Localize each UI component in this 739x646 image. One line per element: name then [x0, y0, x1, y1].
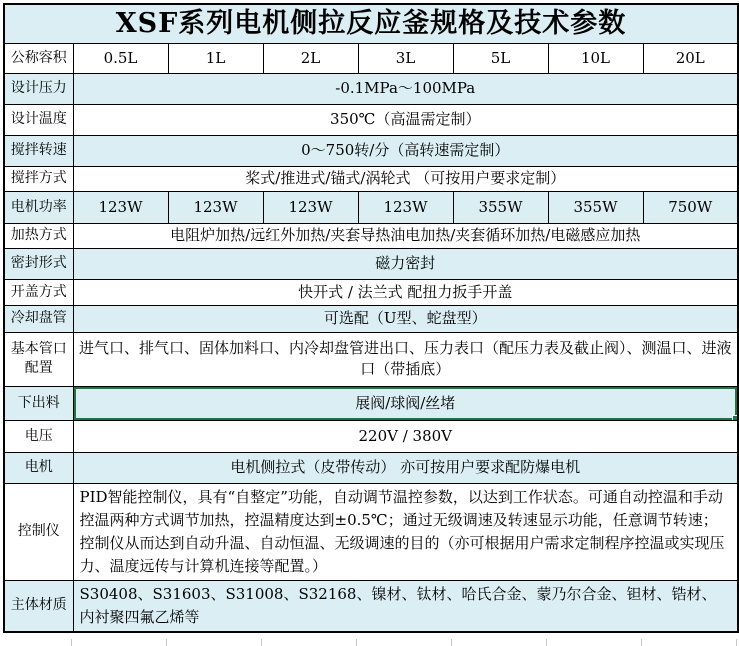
power-cell[interactable]: 750W: [643, 191, 738, 223]
table-row-heating-method: [4, 223, 738, 248]
table-row-motor: [4, 452, 738, 483]
power-cell[interactable]: 123W: [73, 191, 168, 223]
capacity-cell[interactable]: 2L: [263, 43, 358, 73]
row-label-cell[interactable]: 公称容积: [4, 43, 73, 73]
value-cell[interactable]: S30408、S31603、S31008、S32168、镍材、钛材、哈氏合金、蒙乃尔合金、钽材、锆材、内衬聚四氟乙烯等: [73, 580, 738, 632]
sheet-gridlines: [3, 639, 737, 646]
power-cell[interactable]: 123W: [263, 191, 358, 223]
table-row-body-material: [4, 580, 738, 632]
value-cell[interactable]: -0.1MPa～100MPa: [73, 73, 738, 104]
sheet-gridline: [167, 639, 262, 646]
value-cell[interactable]: 磁力密封: [73, 248, 738, 279]
table-row-ports-config: [4, 332, 738, 386]
row-label-cell[interactable]: 电机: [4, 452, 73, 483]
row-label-cell[interactable]: 搅拌转速: [4, 135, 73, 166]
capacity-cell[interactable]: 5L: [453, 43, 548, 73]
power-cell[interactable]: 123W: [168, 191, 263, 223]
sheet-gridline: [262, 639, 357, 646]
sheet-gridline: [3, 639, 72, 646]
sheet-gridline: [72, 639, 167, 646]
value-cell[interactable]: 350℃（高温需定制）: [73, 104, 738, 135]
row-label-cell[interactable]: 设计温度: [4, 104, 73, 135]
selection-fill-handle[interactable]: [732, 415, 738, 421]
sheet-gridline: [547, 639, 642, 646]
power-cell[interactable]: 355W: [548, 191, 643, 223]
sheet-gridline: [357, 639, 452, 646]
value-cell[interactable]: 进气口、排气口、固体加料口、内冷却盘管进出口、压力表口（配压力表及截止阀）、测温口、进液口（带插底）: [73, 332, 738, 386]
table-title-row: [4, 4, 738, 43]
table-row-design-temperature: [4, 104, 738, 135]
table-row-stir-type: [4, 166, 738, 191]
table-row-cooling-coil: [4, 305, 738, 332]
spec-table: [3, 3, 739, 633]
row-label-cell[interactable]: 开盖方式: [4, 279, 73, 305]
table-row-capacity: [4, 43, 738, 73]
row-label-cell[interactable]: 密封形式: [4, 248, 73, 279]
power-cell[interactable]: 355W: [453, 191, 548, 223]
table-row-stir-speed: [4, 135, 738, 166]
selected-cell-text: 展阀/球阀/丝堵: [355, 393, 456, 412]
row-label-cell[interactable]: 下出料: [4, 386, 73, 420]
capacity-cell[interactable]: 3L: [358, 43, 453, 73]
selected-cell[interactable]: [73, 386, 738, 420]
value-cell[interactable]: 快开式 / 法兰式 配扭力扳手开盖: [73, 279, 738, 305]
row-label-cell[interactable]: 电压: [4, 420, 73, 452]
table-row-bottom-discharge: [4, 386, 738, 420]
table-row-seal-type: [4, 248, 738, 279]
sheet-gridline: [452, 639, 547, 646]
capacity-cell[interactable]: 1L: [168, 43, 263, 73]
table-row-lid-opening: [4, 279, 738, 305]
sheet-gridline: [642, 639, 737, 646]
value-cell[interactable]: 电机侧拉式（皮带传动） 亦可按用户要求配防爆电机: [73, 452, 738, 483]
value-cell[interactable]: PID智能控制仪，具有“自整定”功能，自动调节温控参数，以达到工作状态。可通自动控温和手动控温两种方式调节加热，控温精度达到±0.5℃；通过无级调速及转速显示功能，任意调节转速；控制仪从而达到自动升温、自动恒温、无级调速的目的（亦可根据用户需求定制程序控温或实现压力、温度远传与计算机连接等配置。）: [73, 483, 738, 580]
value-cell[interactable]: 电阻炉加热/远红外加热/夹套导热油电加热/夹套循环加热/电磁感应加热: [73, 223, 738, 248]
row-label-cell[interactable]: 加热方式: [4, 223, 73, 248]
power-cell[interactable]: 123W: [358, 191, 453, 223]
capacity-cell[interactable]: 10L: [548, 43, 643, 73]
row-label-cell[interactable]: 控制仪: [4, 483, 73, 580]
capacity-cell[interactable]: 20L: [643, 43, 738, 73]
table-row-motor-power: [4, 191, 738, 223]
row-label-cell[interactable]: 主体材质: [4, 580, 73, 632]
table-row-design-pressure: [4, 73, 738, 104]
row-label-cell[interactable]: 电机功率: [4, 191, 73, 223]
value-cell[interactable]: 桨式/推进式/锚式/涡轮式 （可按用户要求定制）: [73, 166, 738, 191]
table-row-controller: [4, 483, 738, 580]
value-cell[interactable]: 可选配（U型、蛇盘型）: [73, 305, 738, 332]
value-cell[interactable]: 220V / 380V: [73, 420, 738, 452]
row-label-cell[interactable]: 搅拌方式: [4, 166, 73, 191]
row-label-cell[interactable]: 设计压力: [4, 73, 73, 104]
row-label-cell[interactable]: 冷却盘管: [4, 305, 73, 332]
capacity-cell[interactable]: 0.5L: [73, 43, 168, 73]
value-cell[interactable]: 0～750转/分（高转速需定制）: [73, 135, 738, 166]
table-title-cell[interactable]: XSF系列电机侧拉反应釜规格及技术参数: [4, 4, 738, 43]
table-row-voltage: [4, 420, 738, 452]
row-label-cell[interactable]: 基本管口配置: [4, 332, 73, 386]
